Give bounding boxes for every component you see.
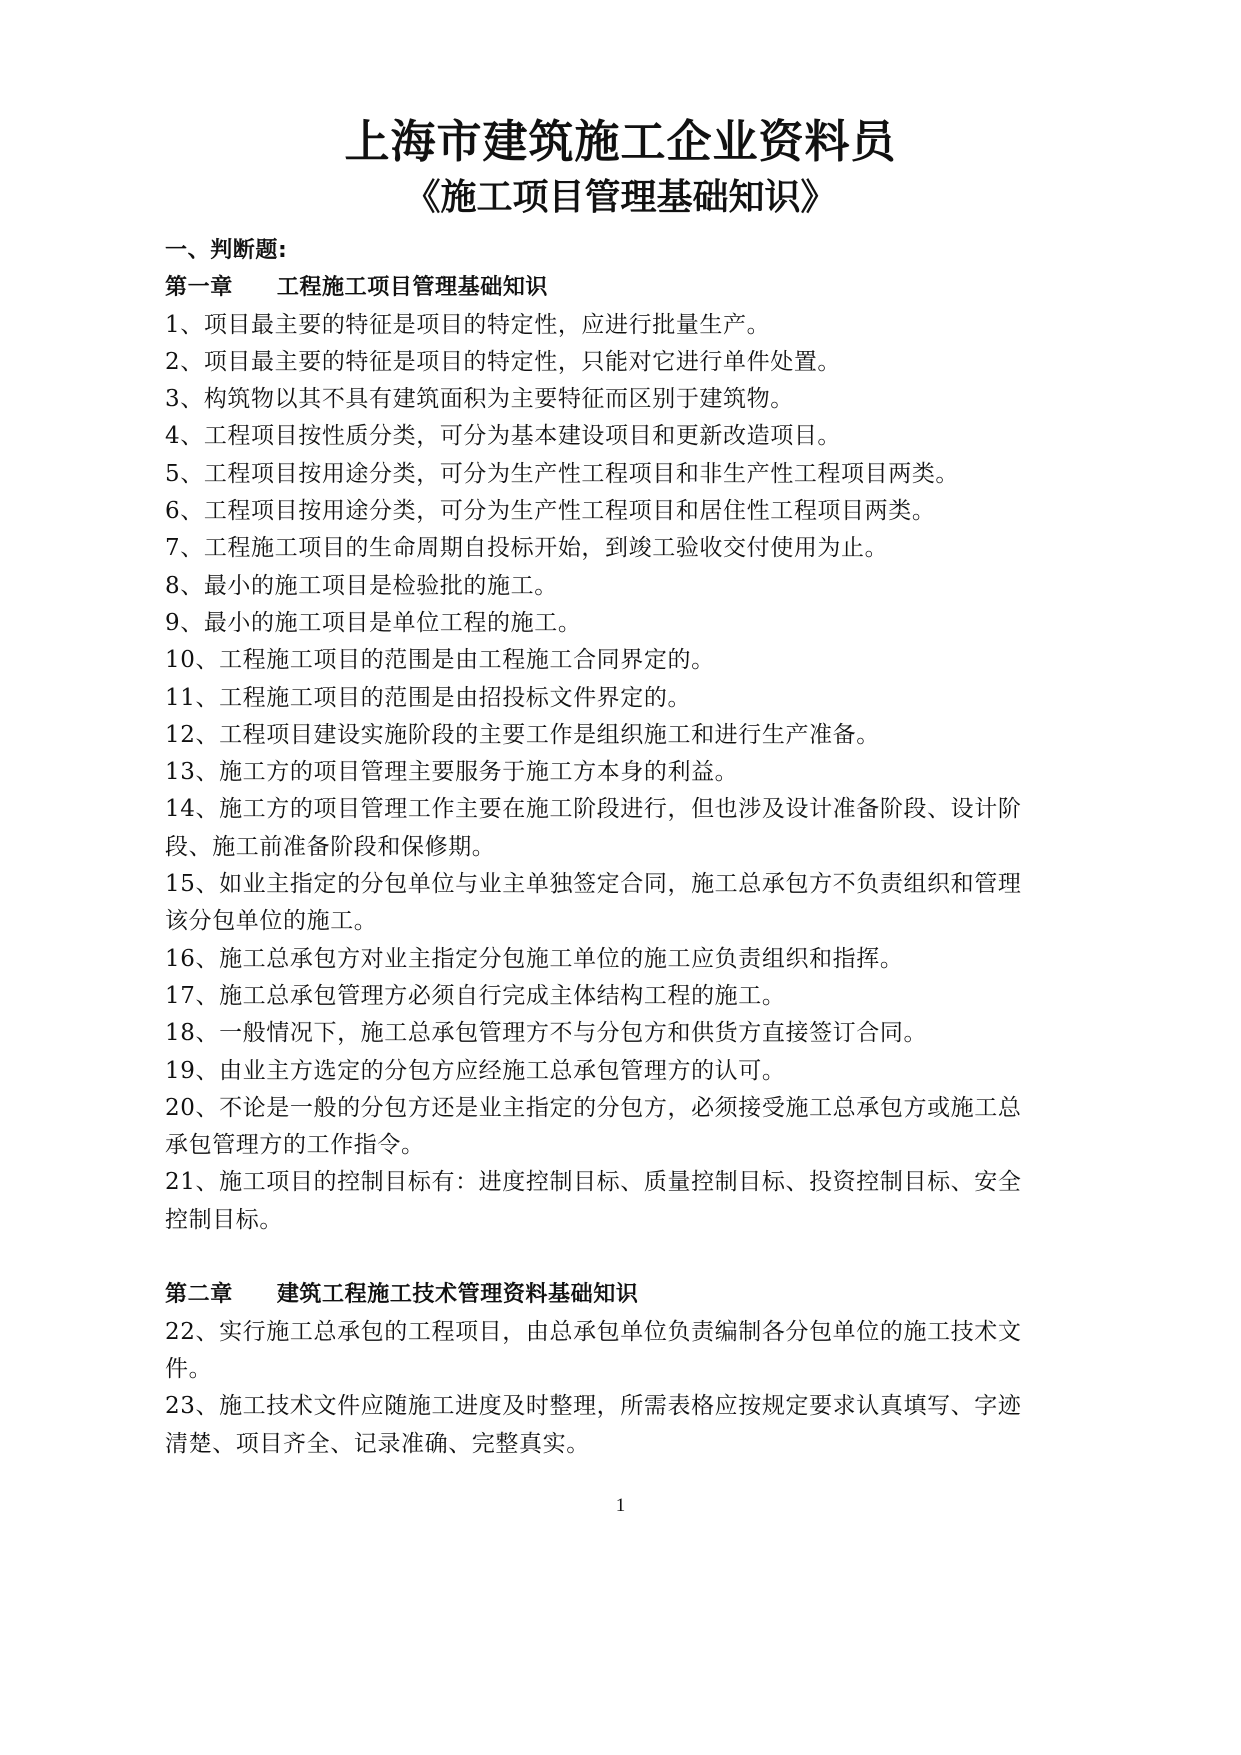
- section-heading: 一、判断题:: [165, 238, 288, 263]
- chapter-1-label: 第一章: [165, 275, 233, 301]
- question-line: 13、施工方的项目管理主要服务于施工方本身的利益。: [165, 759, 739, 786]
- question-line: 17、施工总承包管理方必须自行完成主体结构工程的施工。: [165, 982, 786, 1009]
- document-subtitle: 《施工项目管理基础知识》: [404, 177, 837, 218]
- question-line: 7、工程施工项目的生命周期自投标开始，到竣工验收交付使用为止。: [165, 535, 889, 562]
- question-line: 1、项目最主要的特征是项目的特定性，应进行批量生产。: [165, 311, 771, 338]
- question-line: 19、由业主方选定的分包方应经施工总承包管理方的认可。: [165, 1057, 786, 1084]
- page-number: 1: [615, 1495, 626, 1516]
- question-line: 21、施工项目的控制目标有：进度控制目标、质量控制目标、投资控制目标、安全: [165, 1169, 1022, 1196]
- question-line: 2、项目最主要的特征是项目的特定性，只能对它进行单件处置。: [165, 348, 842, 375]
- question-line: 6、工程项目按用途分类，可分为生产性工程项目和居住性工程项目两类。: [165, 498, 936, 525]
- question-line: 20、不论是一般的分包方还是业主指定的分包方，必须接受施工总承包方或施工总: [165, 1094, 1022, 1121]
- question-line: 3、构筑物以其不具有建筑面积为主要特征而区别于建筑物。: [165, 386, 794, 413]
- question-line: 段、施工前准备阶段和保修期。: [165, 833, 496, 860]
- chapter-spacer: [165, 1239, 1075, 1276]
- question-line: 18、一般情况下，施工总承包管理方不与分包方和供货方直接签订合同。: [165, 1020, 928, 1047]
- question-line: 控制目标。: [165, 1206, 283, 1233]
- chapter-2-heading: [165, 1276, 1075, 1313]
- question-line: 15、如业主指定的分包单位与业主单独签定合同，施工总承包方不负责组织和管理: [165, 871, 1022, 898]
- question-line: 16、施工总承包方对业主指定分包施工单位的施工应负责组织和指挥。: [165, 945, 904, 972]
- chapter-2-items: [165, 1314, 1075, 1463]
- question-line: 9、最小的施工项目是单位工程的施工。: [165, 609, 582, 636]
- question-line: 件。: [165, 1355, 213, 1382]
- chapter-1-heading: [165, 269, 1075, 306]
- question-line: 5、工程项目按用途分类，可分为生产性工程项目和非生产性工程项目两类。: [165, 460, 960, 487]
- question-line: 10、工程施工项目的范围是由工程施工合同界定的。: [165, 647, 715, 674]
- question-line: 该分包单位的施工。: [165, 908, 378, 935]
- question-line: 清楚、项目齐全、记录准确、完整真实。: [165, 1430, 590, 1457]
- question-line: 4、工程项目按性质分类，可分为基本建设项目和更新改造项目。: [165, 423, 842, 450]
- question-line: 22、实行施工总承包的工程项目，由总承包单位负责编制各分包单位的施工技术文: [165, 1318, 1022, 1345]
- chapter-2-name: 建筑工程施工技术管理资料基础知识: [276, 1282, 639, 1308]
- chapter-1-name: 工程施工项目管理基础知识: [276, 275, 549, 301]
- chapter-2-label: 第二章: [165, 1282, 233, 1308]
- chapter-1-items: [165, 307, 1075, 1239]
- document-title: 上海市建筑施工企业资料员: [344, 115, 897, 168]
- question-line: 23、施工技术文件应随施工进度及时整理，所需表格应按规定要求认真填写、字迹: [165, 1393, 1022, 1420]
- question-line: 11、工程施工项目的范围是由招投标文件界定的。: [165, 684, 692, 711]
- question-line: 12、工程项目建设实施阶段的主要工作是组织施工和进行生产准备。: [165, 721, 880, 748]
- question-line: 8、最小的施工项目是检验批的施工。: [165, 572, 558, 599]
- question-line: 14、施工方的项目管理工作主要在施工阶段进行，但也涉及设计准备阶段、设计阶: [165, 796, 1022, 823]
- question-line: 承包管理方的工作指令。: [165, 1132, 425, 1159]
- document-body: [165, 232, 1075, 1463]
